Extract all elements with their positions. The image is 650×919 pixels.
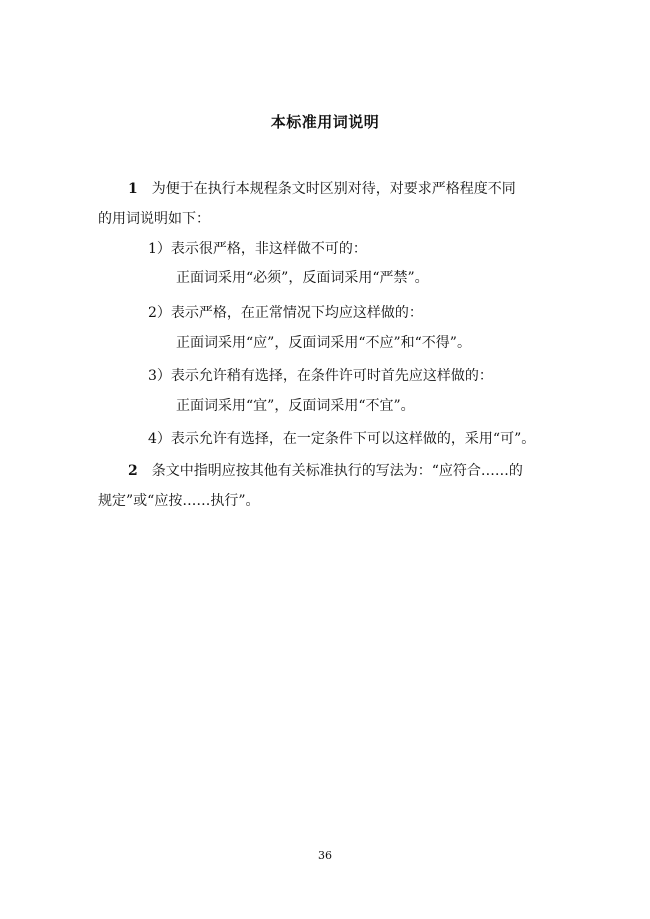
item-4-label: 4）表示允许有选择，在一定条件下可以这样做的，采用“可”。 [148,431,536,447]
page-number: 36 [318,849,332,862]
item-2-label: 2）表示严格，在正常情况下均应这样做的： [148,305,423,321]
item-3-detail: 正面词采用“宜”，反面词采用“不宜”。 [176,398,415,414]
clause-1-line-2: 的用词说明如下： [98,211,210,227]
clause-1-number: 1 [128,181,138,197]
clause-2-line-1 [128,462,523,480]
item-1-detail: 正面词采用“必须”，反面词采用“严禁”。 [176,270,429,286]
item-2-detail: 正面词采用“应”，反面词采用“不应”和“不得”。 [176,335,471,351]
clause-2-text-line-1: 条文中指明应按其他有关标准执行的写法为：“应符合……的 [151,463,523,479]
item-3-label: 3）表示允许稍有选择，在条件许可时首先应这样做的： [148,368,493,384]
page-title: 本标准用词说明 [270,113,380,131]
item-1-label: 1）表示很严格，非这样做不可的： [148,241,367,257]
clause-2-line-2: 规定”或“应按……执行”。 [98,493,260,509]
clause-2-number: 2 [128,463,138,479]
clause-1-text-line-1: 为便于在执行本规程条文时区别对待，对要求严格程度不同 [151,181,516,197]
clause-1-line-1 [128,180,516,198]
